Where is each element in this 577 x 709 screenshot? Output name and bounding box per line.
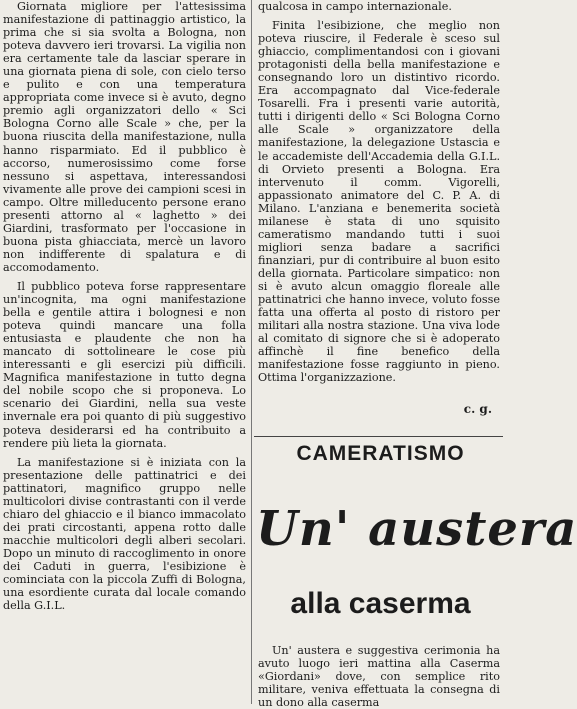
column-divider	[251, 0, 252, 704]
left-article-column	[3, 0, 246, 704]
article-headline: Un' austera	[256, 501, 577, 557]
left-paragraph-1: Giornata migliore per l'attesissima manifestazione di pattinaggio artistico, la prima che si sia svolta a Bologna, non poteva davvero ieri trovarsi. La vigilia non era certamente tale da lasciar sperare in una giornata piena di sole, con cielo terso e pulito e con una temperatura appropriata come invece si è avuto, degno premio agli organizzatori dello « Sci Bologna Corno alle Scale » che, per la buona riuscita della manifestazione, nulla hanno risparmiato. Ed il pubblico è accorso, numerosissimo come forse nessuno si aspettava, interessandosi vivamente alle prove dei campioni scesi in campo. Oltre milleducento persone erano presenti attorno al « laghetto » dei Giardini, trasformato per l'occasione in buona pista ghiacciata, mercè un lavoro non indifferente di spalatura e di accomodamento.	[3, 0, 246, 274]
article-kicker: CAMERATISMO	[296, 442, 465, 465]
article-lede	[258, 644, 500, 709]
right-paragraph-2: Finita l'esibizione, che meglio non poteva riuscire, il Federale è sceso sul ghiaccio, complimentandosi con i giovani protagonisti della bella manifestazione e consegnando loro un distintivo ricordo. Era accompagnato dal Vice-federale Tosarelli. Fra i presenti varie autorità, tutti i dirigenti dello « Sci Bologna Corno alle Scale » organizzatore della manifestazione, la delegazione Ustascia e le accademiste dell'Accademia della G.I.L. di Orvieto presenti a Bologna. Era intervenuto il comm. Vigorelli, appassionato animatore del C. P. A. di Milano. L'anziana e benemerita società milanese è stata di uno squisito cameratismo mandando tutti i suoi migliori senza badare a sacrifici finanziari, pur di contribuire al buon esito della giornata. Particolare simpatico: non si è avuto alcun omaggio floreale alle pattinatrici che hanno invece, voluto fosse fatta una offerta al posto di ristoro per militari alla nostra stazione. Una viva lode al comitato di signore che si è adoperato affinchè il fine benefico della manifestazione fosse raggiunto in pieno. Ottima l'organizzazione.	[258, 19, 500, 385]
section-divider	[254, 436, 503, 437]
author-signature: c. g.	[463, 402, 492, 416]
lede-paragraph: Un' austera e suggestiva cerimonia ha avuto luogo ieri mattina alla Caserma «Giordani» dove, con semplice rito militare, veniva effettuata la consegna di un dono alla caserma	[258, 644, 500, 709]
right-article-column	[258, 0, 500, 438]
left-paragraph-3: La manifestazione si è iniziata con la presentazione delle pattinatrici e dei pattinatori, magnifico gruppo nelle multicolori divise contrastanti con il verde chiaro del ghiaccio e il bianco immacolato dei prati circostanti, appena rotto dalle macchie multicolori degli alberi secolari. Dopo un minuto di raccoglimento in onore dei Caduti in guerra, l'esibizione è cominciata con la piccola Zuffi di Bologna, una esordiente curata dal locale comando della G.I.L.	[3, 455, 246, 613]
left-paragraph-2: Il pubblico poteva forse rappresentare un'incognita, ma ogni manifestazione bella e gentile attira i bolognesi e non poteva quindi mancare una folla entusiasta e plaudente che non ha mancato di sottolineare le cose più interessanti e gli esercizi più difficili. Magnifica manifestazione in tutto degna del nobile scopo che si proponeva. Lo scenario dei Giardini, nella sua veste invernale era poi quanto di più suggestivo poteva desiderarsi ed ha contribuito a rendere più lieta la giornata.	[3, 279, 246, 450]
article-subhead: alla caserma	[290, 587, 471, 620]
right-paragraph-1: qualcosa in campo internazionale.	[258, 0, 452, 13]
